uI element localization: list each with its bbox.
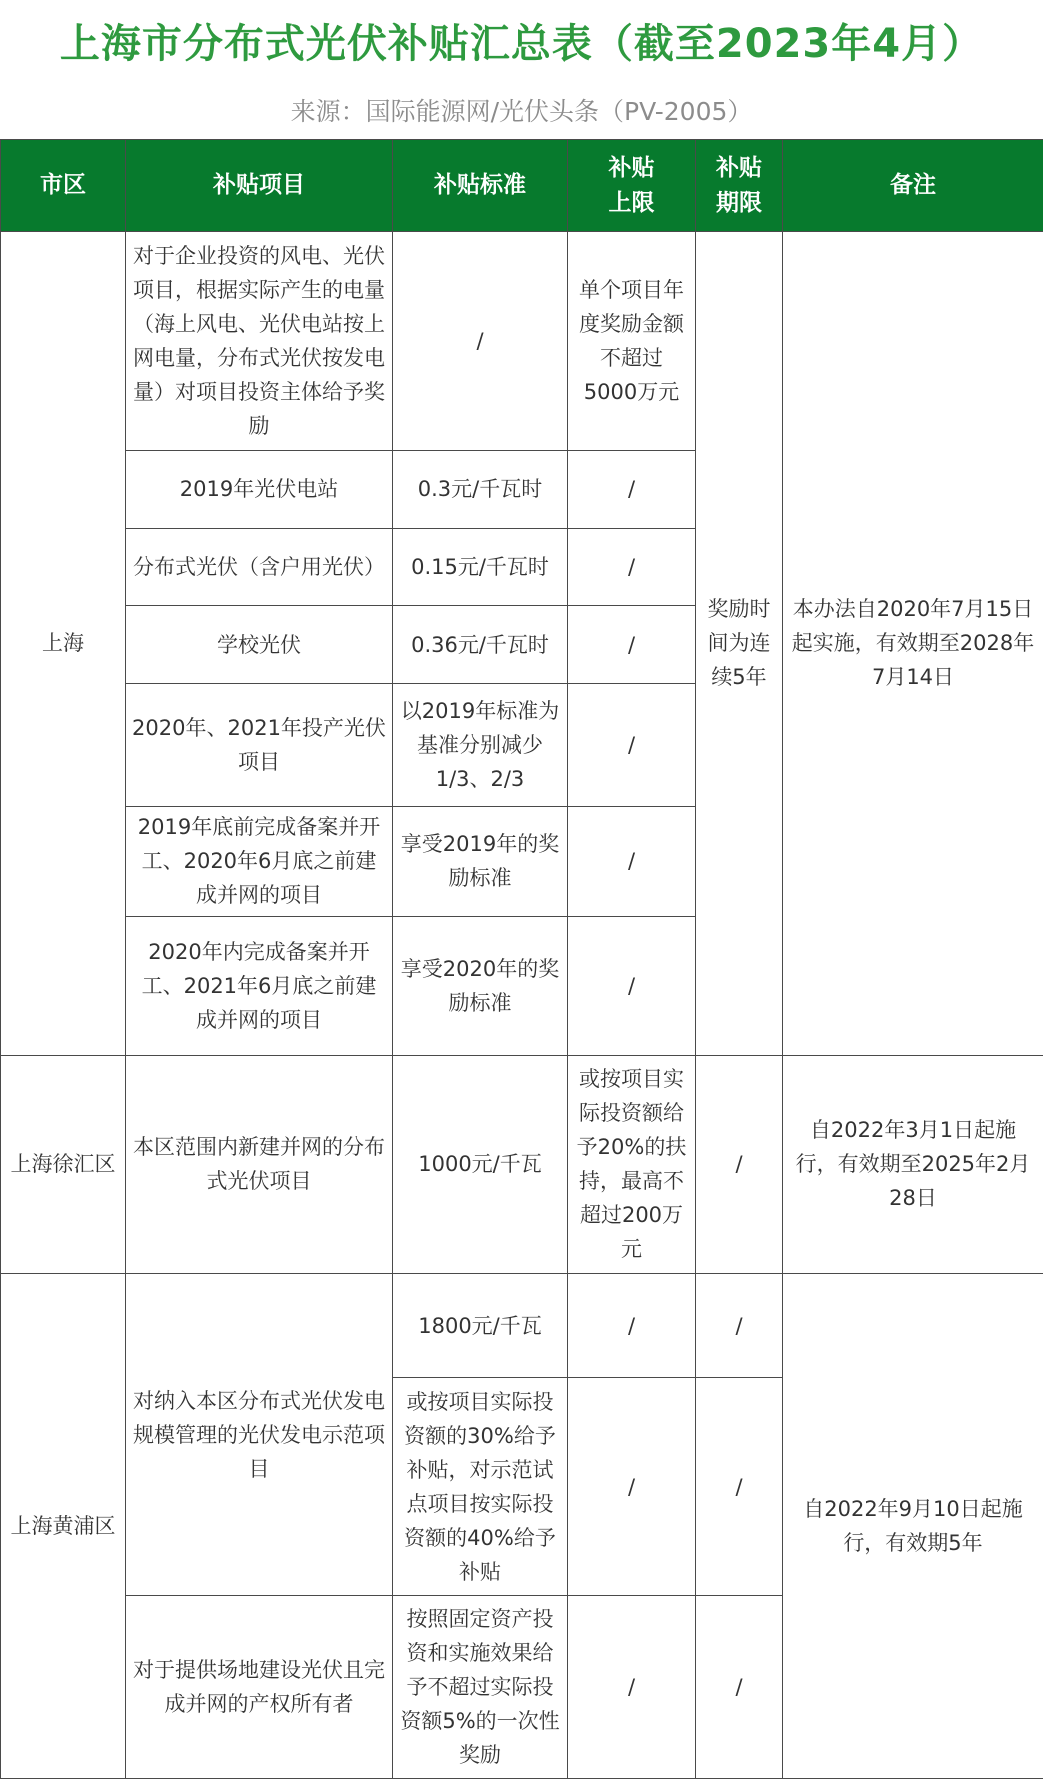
standard-cell: 享受2019年的奖励标准 [393, 807, 568, 917]
standard-cell: 0.36元/千瓦时 [393, 606, 568, 684]
item-cell: 2020年内完成备案并开工、2021年6月底之前建成并网的项目 [126, 916, 393, 1055]
district-cell: 上海黄浦区 [1, 1274, 126, 1779]
table-row [1, 232, 1043, 451]
limit-cell: / [568, 528, 696, 606]
period-cell: / [696, 1055, 783, 1274]
period-cell: / [696, 1377, 783, 1596]
item-cell: 2019年光伏电站 [126, 450, 393, 528]
limit-cell: / [568, 1377, 696, 1596]
period-cell: / [696, 1274, 783, 1377]
standard-cell: 1800元/千瓦 [393, 1274, 568, 1377]
item-cell: 本区范围内新建并网的分布式光伏项目 [126, 1055, 393, 1274]
limit-cell: / [568, 450, 696, 528]
source-subtitle: 来源：国际能源网/光伏头条（PV-2005） [290, 97, 753, 126]
page-title: 上海市分布式光伏补贴汇总表（截至2023年4月） [59, 21, 984, 67]
header-note: 备注 [783, 140, 1043, 232]
district-cell: 上海 [1, 232, 126, 1056]
limit-cell: / [568, 606, 696, 684]
item-cell: 对于企业投资的风电、光伏项目，根据实际产生的电量（海上风电、光伏电站按上网电量，分布式光伏按发电量）对项目投资主体给予奖励 [126, 232, 393, 451]
standard-cell: 1000元/千瓦 [393, 1055, 568, 1274]
table-row [1, 1055, 1043, 1274]
note-cell: 自2022年9月10日起施行，有效期5年 [783, 1274, 1043, 1779]
header-period-line2: 期限 [716, 189, 762, 216]
standard-cell: 按照固定资产投资和实施效果给予不超过实际投资额5%的一次性奖励 [393, 1596, 568, 1779]
table-row [1, 1274, 1043, 1377]
note-cell: 本办法自2020年7月15日起实施，有效期至2028年7月14日 [783, 232, 1043, 1056]
item-cell: 对于提供场地建设光伏且完成并网的产权所有者 [126, 1596, 393, 1779]
limit-cell: 单个项目年度奖励金额不超过5000万元 [568, 232, 696, 451]
limit-cell: / [568, 916, 696, 1055]
district-cell: 上海徐汇区 [1, 1055, 126, 1274]
limit-cell: 或按项目实际投资额给予20%的扶持，最高不超过200万元 [568, 1055, 696, 1274]
period-cell: / [696, 1596, 783, 1779]
header-limit [568, 140, 696, 232]
header-district: 市区 [1, 140, 126, 232]
limit-cell: / [568, 807, 696, 917]
header-limit-line1: 补贴 [608, 154, 655, 181]
table-header-row [1, 140, 1043, 232]
limit-cell: / [568, 1274, 696, 1377]
standard-cell: 0.3元/千瓦时 [393, 450, 568, 528]
header-period [696, 140, 783, 232]
item-cell: 对纳入本区分布式光伏发电规模管理的光伏发电示范项目 [126, 1274, 393, 1596]
header-item: 补贴项目 [126, 140, 393, 232]
header-period-line1: 补贴 [716, 154, 762, 181]
header-limit-line2: 上限 [608, 189, 655, 216]
period-cell: 奖励时间为连续5年 [696, 232, 783, 1056]
item-cell: 2020年、2021年投产光伏项目 [126, 684, 393, 807]
limit-cell: / [568, 1596, 696, 1779]
limit-cell: / [568, 684, 696, 807]
item-cell: 分布式光伏（含户用光伏） [126, 528, 393, 606]
standard-cell: 0.15元/千瓦时 [393, 528, 568, 606]
subsidy-table [0, 139, 1043, 1779]
standard-cell: 以2019年标准为基准分别减少1/3、2/3 [393, 684, 568, 807]
note-cell: 自2022年3月1日起施行，有效期至2025年2月28日 [783, 1055, 1043, 1274]
header-standard: 补贴标准 [393, 140, 568, 232]
standard-cell: / [393, 232, 568, 451]
item-cell: 学校光伏 [126, 606, 393, 684]
standard-cell: 或按项目实际投资额的30%给予补贴，对示范试点项目按实际投资额的40%给予补贴 [393, 1377, 568, 1596]
item-cell: 2019年底前完成备案并开工、2020年6月底之前建成并网的项目 [126, 807, 393, 917]
standard-cell: 享受2020年的奖励标准 [393, 916, 568, 1055]
